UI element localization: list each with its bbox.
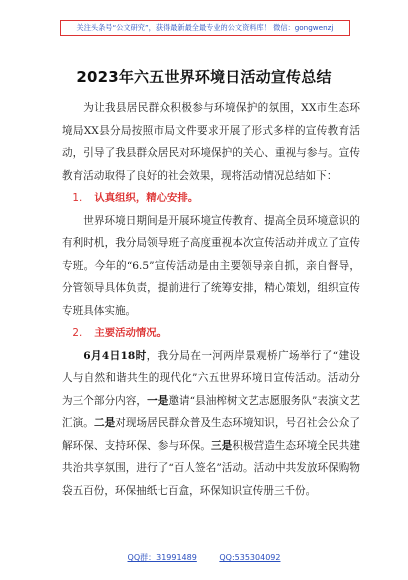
section-heading-1 (62, 187, 360, 210)
intro-paragraph: 为让我县居民群众积极参与环境保护的氛围，XX市生态环境局XX县分局按照市局文件要求开展了形式多样的宣传教育活动，引导了我县群众居民对环境保护的关心、重视与参与。宣传教育活动取得了良好的社会效果，现将活动情况总结如下： (62, 102, 360, 182)
section-2-text-c: 对现场居民群众普及生态环境知识，号召社会公众了解环保、支持环保、参与环保。 (62, 417, 361, 452)
section-2-text-a: ，我分局在一河两岸景观桥广场举行了“建设人与自然和谐共生的现代化”六五世界环境日宣传活动。活动分为三个部分内容， (62, 349, 360, 407)
event-date: 6月4日18时 (83, 349, 147, 362)
footer-qq-group[interactable]: QQ群：31991489 (127, 553, 197, 562)
section-heading-1-text: 认真组织，精心安排。 (94, 192, 199, 204)
document-title: 2023年六五世界环境日活动宣传总结 (76, 68, 332, 86)
section-number-2: 2. (72, 327, 83, 339)
header-banner: 关注头条号“公文研究”，获得最新最全最专业的公文资料库！ 微信：gongwenzj (60, 20, 350, 36)
section-2-text-d: 积极营造生态环境全民共建共治共享氛围，进行了“百人签名”活动。活动中共发放环保购物袋五百份，环保抽纸七百盒，环保知识宣传册三千份。 (62, 439, 361, 497)
section-number-1: 1. (72, 192, 83, 204)
part-three-label: 三是 (211, 439, 233, 452)
section-1-paragraph: 世界环境日期间是开展环境宣传教育、提高全员环境意识的有利时机，我分局领导班子高度重视本次宣传活动并成立了宣传专班。今年的“6.5”宣传活动是由主要领导亲自抓，亲自督导，分管领导具体负责，提前进行了统筹安排，精心策划，组织宣传专班具体实施。 (62, 214, 360, 317)
footer-qq[interactable]: QQ:535304092 (219, 553, 281, 562)
part-one-label: 一是 (147, 394, 169, 407)
document-body (62, 97, 360, 502)
section-2-text-b: 邀请“县油榨树文艺志愿服务队”表演文艺汇演。 (62, 394, 361, 429)
section-heading-2-text: 主要活动情况。 (94, 327, 168, 339)
section-2-paragraph (62, 345, 360, 503)
section-heading-2 (62, 322, 360, 345)
part-two-label: 二是 (93, 417, 116, 429)
footer (0, 552, 408, 563)
